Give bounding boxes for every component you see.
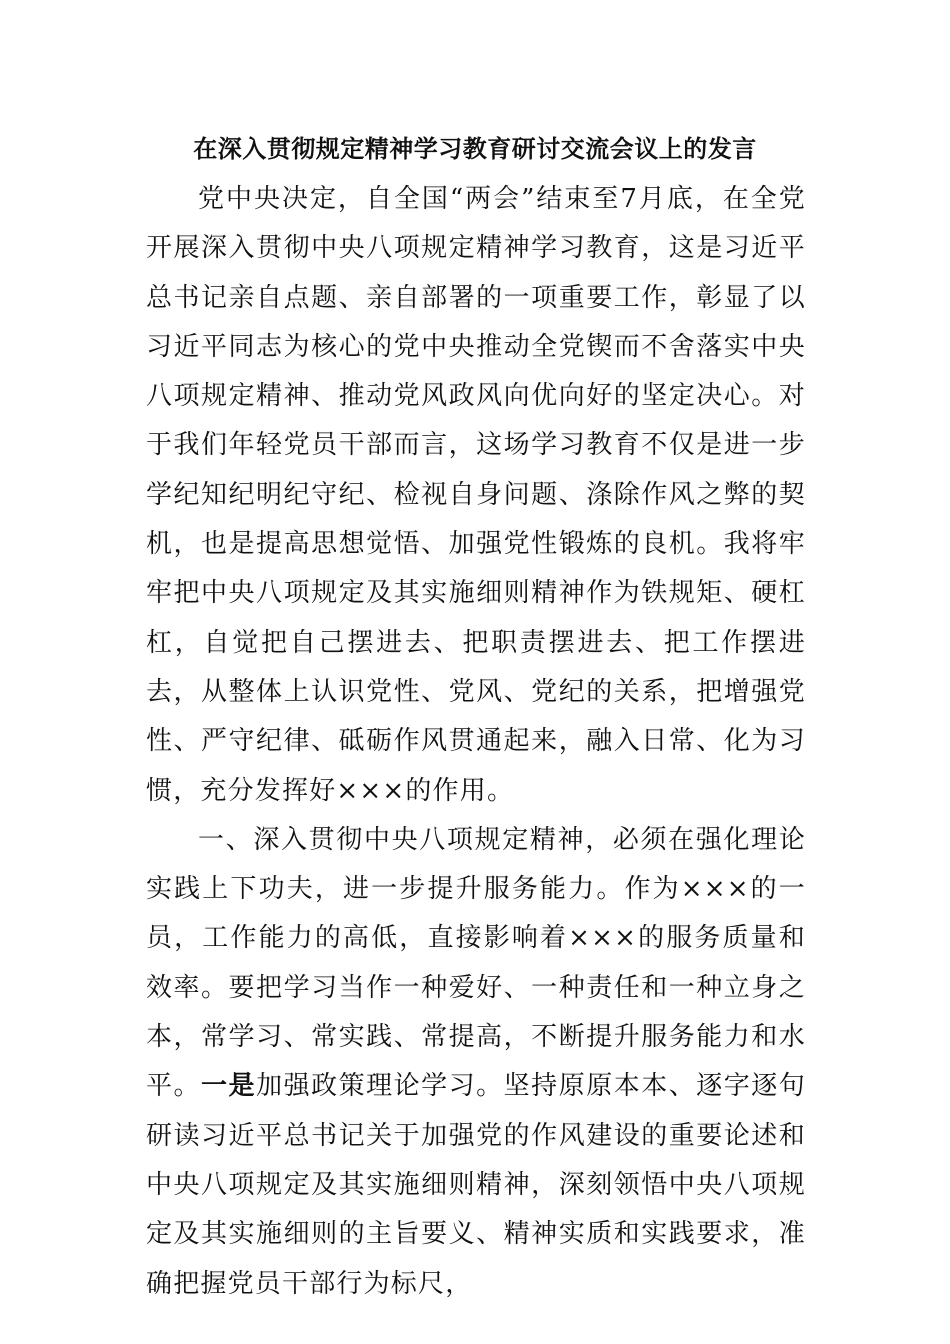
document-body bbox=[146, 175, 806, 1309]
paragraph-section-one bbox=[146, 816, 806, 1309]
paragraph-intro-text: 党中央决定，自全国“两会”结束至7月底，在全党开展深入贯彻中央八项规定精神学习教育，这是习近平总书记亲自点题、亲自部署的一项重要工作，彰显了以习近平同志为核心的党中央推动全党锲而不舍落实中央八项规定精神、推动党风政风向优向好的坚定决心。对于我们年轻党员干部而言，这场学习教育不仅是进一步学纪知纪明纪守纪、检视自身问题、涤除作风之弊的契机，也是提高思想觉悟、加强党性锻炼的良机。我将牢牢把中央八项规定及其实施细则精神作为铁规矩、硬杠杠，自觉把自己摆进去、把职责摆进去、把工作摆进去，从整体上认识党性、党风、党纪的关系，把增强党性、严守纪律、砥砺作风贯通起来，融入日常、化为习惯，充分发挥好×××的作用。 bbox=[146, 184, 806, 806]
paragraph-intro bbox=[146, 175, 806, 816]
document-title: 在深入贯彻规定精神学习教育研讨交流会议上的发言 bbox=[193, 134, 757, 163]
emphasis-first-point: 一是 bbox=[201, 1071, 257, 1102]
paragraph-section-one-continuation: 加强政策理论学习。坚持原原本本、逐字逐句研读习近平总书记关于加强党的作风建设的重要论述和中央八项规定及其实施细则精神，深刻领悟中央八项规定及其实施细则的主旨要义、精神实质和实践要求，准确把握党员干部行为标尺， bbox=[146, 1071, 806, 1299]
paragraph-section-one-text: 一、深入贯彻中央八项规定精神，必须在强化理论实践上下功夫，进一步提升服务能力。作为×××的一员，工作能力的高低，直接影响着×××的服务质量和效率。要把学习当作一种爱好、一种责任和一种立身之本，常学习、常实践、常提高，不断提升服务能力和水平。 bbox=[146, 824, 806, 1102]
